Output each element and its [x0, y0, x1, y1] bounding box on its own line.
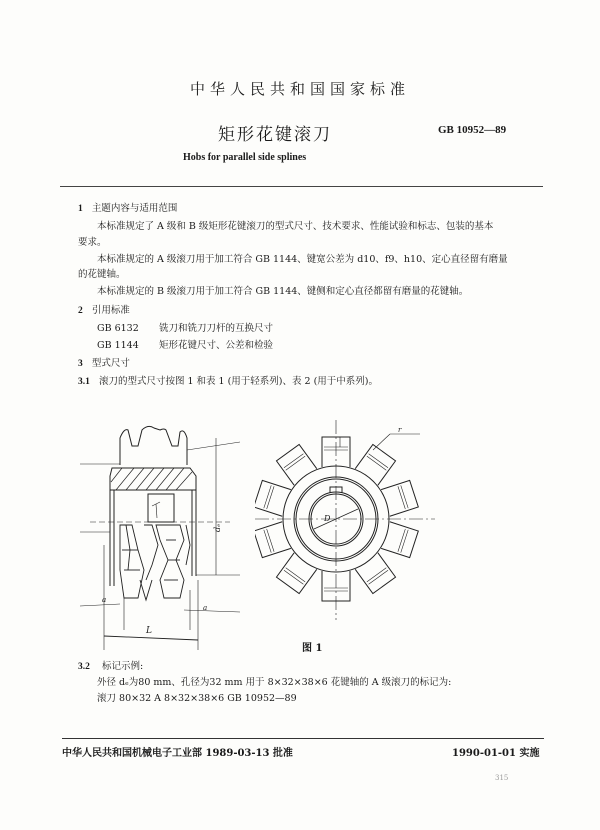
section-1-heading	[78, 202, 177, 216]
reference-code: GB 6132	[97, 323, 139, 334]
reference-title: 矩形花键尺寸、公差和检验	[159, 340, 274, 351]
section-title: 主题内容与适用范围	[91, 203, 178, 214]
subsection-text: 滚刀的型式尺寸按图 1 和表 1 (用于轻系列)、表 2 (用于中系列)。	[98, 376, 379, 387]
svg-text:a: a	[203, 604, 208, 612]
D-label: D	[324, 514, 331, 523]
hob-front-view-drawing	[255, 420, 435, 630]
figure-1-caption: 图 1	[302, 643, 323, 654]
page-number: 315	[495, 774, 509, 782]
section-title: 型式尺寸	[91, 358, 130, 369]
reference-title: 铣刀和铣刀刀杆的互换尺寸	[159, 323, 274, 334]
subsection-3-1	[78, 375, 378, 389]
subsection-3-2-heading	[78, 660, 143, 674]
section-number: 1	[78, 204, 83, 214]
section-3-heading	[78, 357, 130, 371]
marking-example-description: 外径 dₑ为80 mm、孔径为32 mm 用于 8×32×38×6 花键轴的 A 级滚刀的标记为:	[97, 677, 452, 688]
hob-side-view-drawing	[80, 420, 250, 650]
svg-text:L: L	[146, 626, 152, 636]
s1-paragraph-1-line-1: 本标准规定了 A 级和 B 级矩形花键滚刀的型式尺寸、技术要求、性能试验和标志、包装的基本	[97, 221, 494, 232]
marking-example: 滚刀 80×32 A 8×32×38×6 GB 10952—89	[97, 693, 297, 704]
s1-paragraph-1-line-2: 要求。	[78, 237, 107, 248]
reference-item	[97, 322, 273, 335]
section-number: 2	[78, 306, 83, 316]
section-number: 3	[78, 359, 83, 369]
reference-code: GB 1144	[97, 340, 139, 351]
s1-paragraph-3: 本标准规定的 B 级滚刀用于加工符合 GB 1144、键侧和定心直径都留有磨量的花键轴。	[97, 286, 469, 297]
national-standard-header: 中华人民共和国国家标准	[189, 80, 410, 98]
section-2-heading	[78, 304, 130, 318]
english-title: Hobs for parallel side splines	[183, 152, 307, 163]
approval-statement: 中华人民共和国机械电子工业部 1989-03-13 批准	[62, 748, 293, 759]
effective-date: 1990-01-01 实施	[452, 748, 540, 759]
s1-paragraph-2-line-2: 的花键轴。	[78, 269, 126, 280]
reference-item	[97, 339, 273, 352]
standard-number: GB 10952—89	[438, 124, 507, 136]
document-title: 矩形花键滚刀	[218, 125, 332, 145]
subsection-title: 标记示例:	[101, 661, 144, 672]
subsection-number: 3.1	[78, 377, 90, 387]
de-label: dₑ	[213, 523, 222, 532]
s1-paragraph-2-line-1: 本标准规定的 A 级滚刀用于加工符合 GB 1144、键宽公差为 d10、f9、h10、定心直径留有磨量	[97, 254, 508, 265]
section-title: 引用标准	[91, 305, 130, 316]
r-label: r	[398, 426, 402, 434]
svg-text:a: a	[102, 596, 107, 604]
footer-divider	[62, 738, 544, 739]
header-divider	[60, 186, 543, 187]
subsection-number: 3.2	[78, 662, 90, 672]
